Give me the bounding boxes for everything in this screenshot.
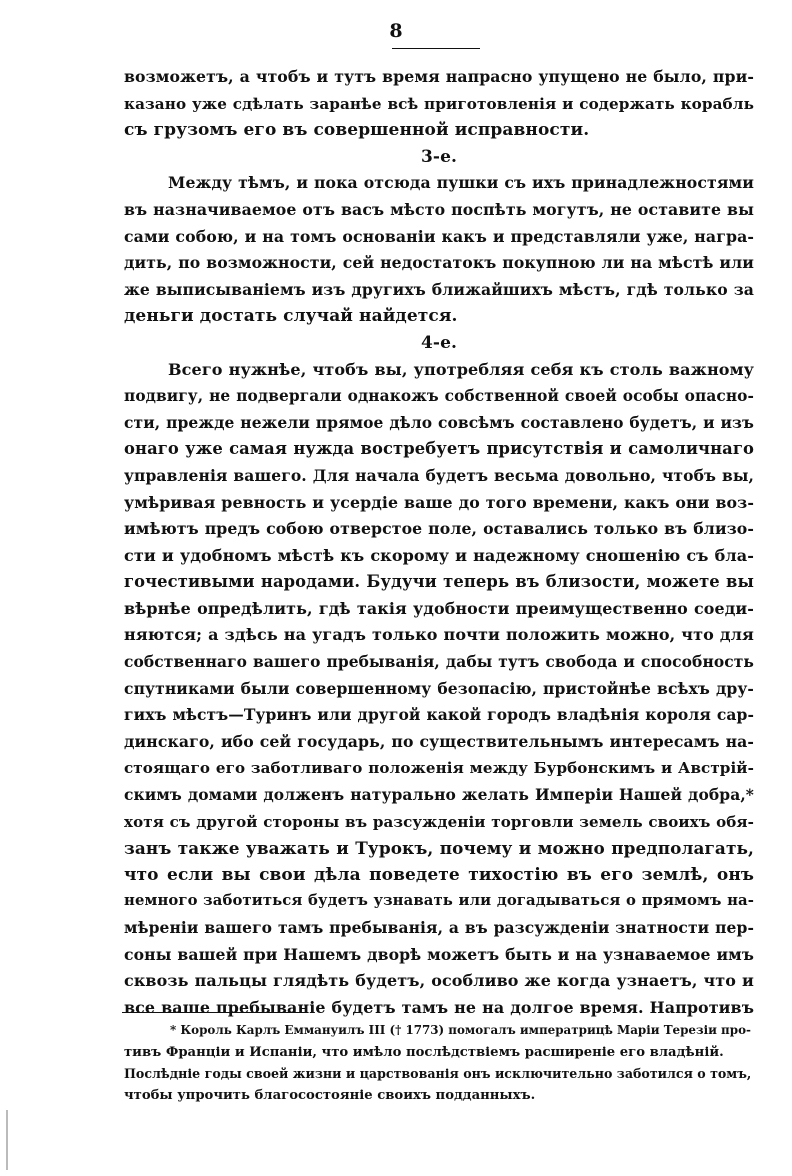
section-heading-4: 4-е. — [420, 332, 458, 353]
body-line: возможетъ, а чтобъ и тутъ время напрасно упущено не было, при- — [124, 67, 754, 86]
body-line: въ назначиваемое отъ васъ мѣсто поспѣть могутъ, не оставите вы — [124, 199, 754, 219]
body-line: вѣрнѣе опредѣлить, гдѣ такія удобности преимущественно соеди- — [124, 598, 754, 618]
body-line: собственнаго вашего пребыванія, дабы тутъ свобода и способность — [124, 652, 754, 672]
body-line: мѣреніи вашего тамъ пребыванія, а въ разсужденіи знатности пер- — [124, 918, 754, 937]
body-line: казано уже сдѣлать заранѣе всѣ приготовленія и содержать корабль — [124, 94, 754, 113]
footnote-line: Послѣдніе годы своей жизни и царствованія онъ исключительно заботился о томъ, — [124, 1066, 752, 1081]
body-line: имѣютъ предъ собою отверстое поле, оставались только въ близо- — [124, 519, 754, 539]
body-text — [124, 64, 754, 1021]
body-line: что если вы свои дѣла поведете тихостію въ его землѣ, онъ — [124, 864, 754, 885]
body-line: спутниками были совершенному безопасію, пристойнѣе всѣхъ дру- — [124, 678, 754, 698]
footnote-line: чтобы упрочить благосостояніе своихъ подданныхъ. — [124, 1087, 536, 1103]
body-line: сквозь пальцы глядѣть будетъ, особливо же когда узнаетъ, что и — [124, 971, 754, 991]
body-line: сти, прежде нежели прямое дѣло совсѣмъ составлено будетъ, и изъ — [124, 412, 754, 432]
body-line: управленія вашего. Для начала будетъ весьма довольно, чтобъ вы, — [124, 465, 754, 485]
body-line: умѣривая ревность и усердіе ваше до того времени, какъ они воз- — [124, 492, 754, 512]
body-line: Всего нужнѣе, чтобъ вы, употребляя себя къ столь важному — [168, 359, 754, 379]
body-line: же выписываніемъ изъ другихъ ближайшихъ мѣстъ, гдѣ только за — [124, 279, 754, 299]
body-line: сами собою, и на томъ основаніи какъ и представляли уже, награ- — [124, 226, 754, 246]
body-line: хотя съ другой стороны въ разсужденіи торговли земель своихъ обя- — [124, 812, 754, 831]
section-heading-3: 3-е. — [420, 146, 458, 167]
margin-mark — [6, 1110, 8, 1170]
body-line: онаго уже самая нужда востребуетъ присутствія и самоличнаго — [124, 439, 754, 459]
body-line: скимъ домами долженъ натурально желать Имперіи Нашей добра,* — [124, 785, 754, 805]
footnote-rule — [122, 1012, 308, 1013]
page-number: 8 — [389, 20, 403, 42]
body-line: стоящаго его заботливаго положенія между Бурбонскимъ и Австрій- — [124, 759, 754, 778]
body-line: няются; а здѣсь на угадъ только почти положить можно, что для — [124, 625, 754, 645]
footnote-line: тивъ Франціи и Испаніи, что имѣло послѣдствіемъ расширеніе его владѣній. — [124, 1044, 724, 1060]
body-line: подвигу, не подвергали однакожъ собственной своей особы опасно- — [124, 387, 754, 406]
footnote-line: * Король Карлъ Еммануилъ III († 1773) помогалъ императрицѣ Маріи Терезіи про- — [170, 1023, 751, 1037]
body-line: гихъ мѣстъ—Туринъ или другой какой городъ владѣнія короля сар- — [124, 705, 754, 725]
body-line: сти и удобномъ мѣстѣ къ скорому и надежному сношенію съ бла- — [124, 545, 754, 565]
body-line: немного заботиться будетъ узнавать или догадываться о прямомъ на- — [124, 892, 754, 910]
body-line: Между тѣмъ, и пока отсюда пушки съ ихъ принадлежностями — [168, 173, 754, 193]
body-line: занъ также уважать и Турокъ, почему и можно предполагать, — [124, 838, 754, 859]
body-line: гочестивыми народами. Будучи теперь въ близости, можете вы — [124, 572, 754, 592]
footnote — [124, 1020, 754, 1106]
body-line: все ваше пребываніе будетъ тамъ не на долгое время. Напротивъ — [124, 997, 754, 1017]
header-rule — [392, 48, 480, 49]
body-line: соны вашей при Нашемъ дворѣ можетъ быть и на узнаваемое имъ — [124, 944, 754, 964]
body-line: деньги достать случай найдется. — [124, 306, 458, 327]
body-line: динскаго, ибо сей государь, по существительнымъ интересамъ на- — [124, 731, 754, 751]
body-line: съ грузомъ его въ совершенной исправности. — [124, 120, 590, 141]
body-line: дить, по возможности, сей недостатокъ покупною ли на мѣстѣ или — [124, 253, 754, 273]
